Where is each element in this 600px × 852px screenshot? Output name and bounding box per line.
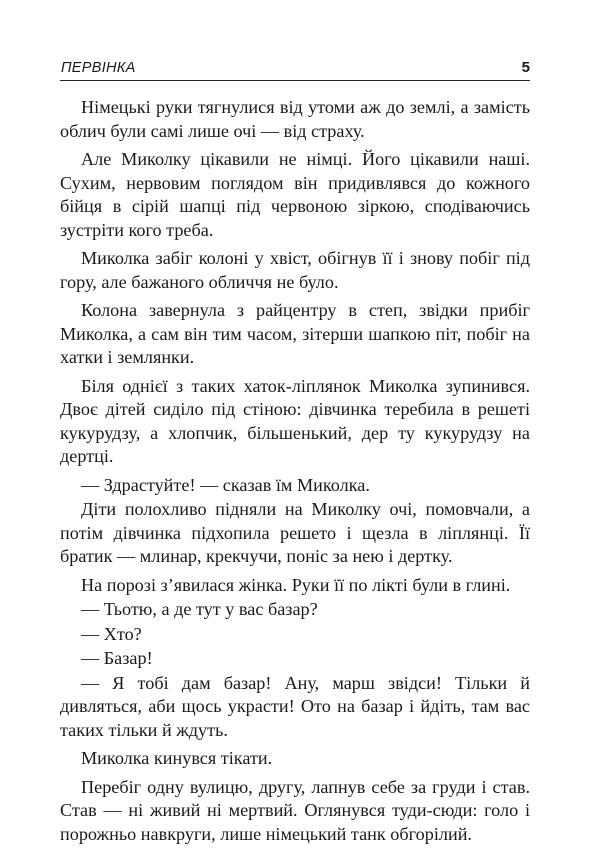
paragraph: — Тьотю, а де тут у вас базар?: [81, 599, 318, 619]
running-header: [60, 58, 530, 81]
paragraph: Німецькі руки тягнулися від утоми аж до землі, а замість облич були самі лише очі — від страху.: [60, 97, 530, 141]
paragraph: — Базар!: [81, 648, 153, 668]
book-page: [60, 58, 530, 851]
paragraph: — Здрастуйте! — сказав їм Миколка.: [81, 474, 370, 495]
page-number: 5: [521, 59, 530, 76]
paragraph: Але Миколку цікавили не німці. Його цікавили наші. Сухим, нервовим поглядом він придивлявся до кожного бійця в сірій шапці під червоною зіркою, сподіваючись зустріти кого треба.: [60, 149, 530, 240]
paragraph: Перебіг одну вулицю, другу, лапнув себе за груди і став. Став — ні живий ні мертвий. Оглянувся туди-сюди: голо і порожньо навкруги, лише німецький танк обгорілий.: [60, 776, 530, 844]
paragraph: На порозі з’явилася жінка. Руки її по лікті були в глині.: [81, 574, 511, 595]
paragraph: — Я тобі дам базар! Ану, марш звідси! Тільки й дивляться, аби щось украсти! Ото на базар і йдіть, там вас таких тільки й ждуть.: [60, 672, 530, 740]
paragraph: Миколка кинувся тікати.: [81, 748, 273, 768]
paragraph: Біля однієї з таких хаток-ліплянок Миколка зупинився. Двоє дітей сиділо під стіною: дівчинка теребила в решеті кукурудзу, а хлопчик, більшенький, дер ту кукурудзу на дертці.: [60, 375, 530, 466]
paragraph: — Хто?: [81, 623, 142, 644]
running-title: ПЕРВІНКА: [61, 60, 136, 76]
body-text: [60, 96, 530, 846]
paragraph: Діти полохливо підняли на Миколку очі, помовчали, а потім дівчинка підхопила решето і щезла в ліплянці. Її братик — млинар, крекчучи, поніс за нею і дертку.: [60, 499, 530, 566]
paragraph: Колона завернула з райцентру в степ, звідки прибіг Миколка, а сам він тим часом, зітерши шапкою піт, побіг на хатки і землянки.: [60, 300, 530, 367]
paragraph: Миколка забіг колоні у хвіст, обігнув її і знову побіг під гору, але бажаного обличчя не було.: [60, 248, 530, 292]
